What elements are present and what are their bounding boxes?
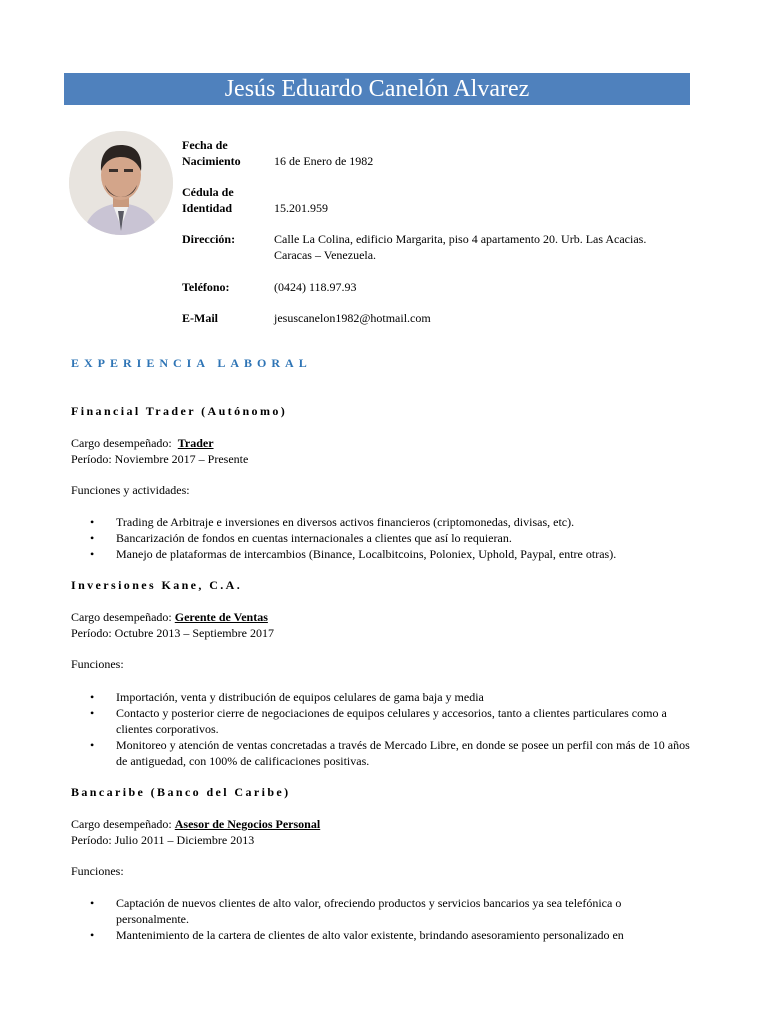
phone-value: (0424) 118.97.93 xyxy=(274,280,357,294)
job-period: Período: Octubre 2013 – Septiembre 2017 xyxy=(71,626,274,640)
job-company: Financial Trader (Autónomo) xyxy=(71,404,288,418)
job-functions-label: Funciones y actividades: xyxy=(71,483,190,497)
list-item: • Importación, venta y distribución de equipos celulares de gama baja y media xyxy=(71,689,691,705)
list-item: • Contacto y posterior cierre de negociaciones de equipos celulares y accesorios, tanto a clientes particulares como a clientes corporativos. xyxy=(71,705,691,737)
address-value: Calle La Colina, edificio Margarita, piso 4 apartamento 20. Urb. Las Acacias. Caracas – Venezuela. xyxy=(274,232,647,262)
dob-value: 16 de Enero de 1982 xyxy=(274,154,374,168)
job-bullet-list xyxy=(71,895,691,943)
section-heading-experience: EXPERIENCIA LABORAL xyxy=(71,356,312,370)
profile-photo xyxy=(69,131,173,235)
job-bullet-list xyxy=(71,689,691,769)
email-label: E-Mail xyxy=(182,311,218,325)
job-company: Bancaribe (Banco del Caribe) xyxy=(71,785,291,799)
email-value: jesuscanelon1982@hotmail.com xyxy=(274,311,431,325)
list-item: • Mantenimiento de la cartera de clientes de alto valor existente, brindando asesoramiento personalizado en xyxy=(71,927,691,943)
job-role-line xyxy=(71,816,320,832)
list-item: • Manejo de plataformas de intercambios (Binance, Localbitcoins, Poloniex, Uphold, Paypal, entre otras). xyxy=(71,546,691,562)
page-title: Jesús Eduardo Canelón Alvarez xyxy=(224,76,530,102)
id-label-line2: Identidad xyxy=(182,201,233,215)
role-title: Asesor de Negocios Personal xyxy=(174,817,321,831)
role-prefix: Cargo desempeñado: xyxy=(71,817,172,831)
id-label-line1: Cédula de xyxy=(182,185,234,199)
dob-label-line1: Fecha de xyxy=(182,138,228,152)
job-functions-label: Funciones: xyxy=(71,657,124,671)
dob-label-line2: Nacimiento xyxy=(182,154,241,168)
job-company: Inversiones Kane, C.A. xyxy=(71,578,243,592)
profile-photo-illustration xyxy=(69,131,173,235)
list-item: • Monitoreo y atención de ventas concretadas a través de Mercado Libre, en donde se posee un perfil con más de 10 años de antiguedad, con 100% de calificaciones positivas. xyxy=(71,737,691,769)
job-bullet-list xyxy=(71,514,691,562)
phone-label: Teléfono: xyxy=(182,280,230,294)
job-role-line xyxy=(71,435,214,451)
job-period: Período: Julio 2011 – Diciembre 2013 xyxy=(71,833,255,847)
role-title: Gerente de Ventas xyxy=(174,610,268,624)
role-prefix: Cargo desempeñado: xyxy=(71,610,172,624)
role-prefix: Cargo desempeñado: xyxy=(71,436,172,450)
list-item: • Captación de nuevos clientes de alto valor, ofreciendo productos y servicios bancarios ya sea telefónica o personalmente. xyxy=(71,895,691,927)
list-item: • Trading de Arbitraje e inversiones en diversos activos financieros (criptomonedas, divisas, etc). xyxy=(71,514,691,530)
role-title: Trader xyxy=(177,436,214,450)
job-functions-label: Funciones: xyxy=(71,864,124,878)
id-value: 15.201.959 xyxy=(274,201,328,215)
name-title-bar xyxy=(64,73,690,105)
job-role-line xyxy=(71,609,268,625)
list-item: • Bancarización de fondos en cuentas internacionales a clientes que así lo requieran. xyxy=(71,530,691,546)
job-period: Período: Noviembre 2017 – Presente xyxy=(71,452,249,466)
address-label: Dirección: xyxy=(182,232,236,246)
